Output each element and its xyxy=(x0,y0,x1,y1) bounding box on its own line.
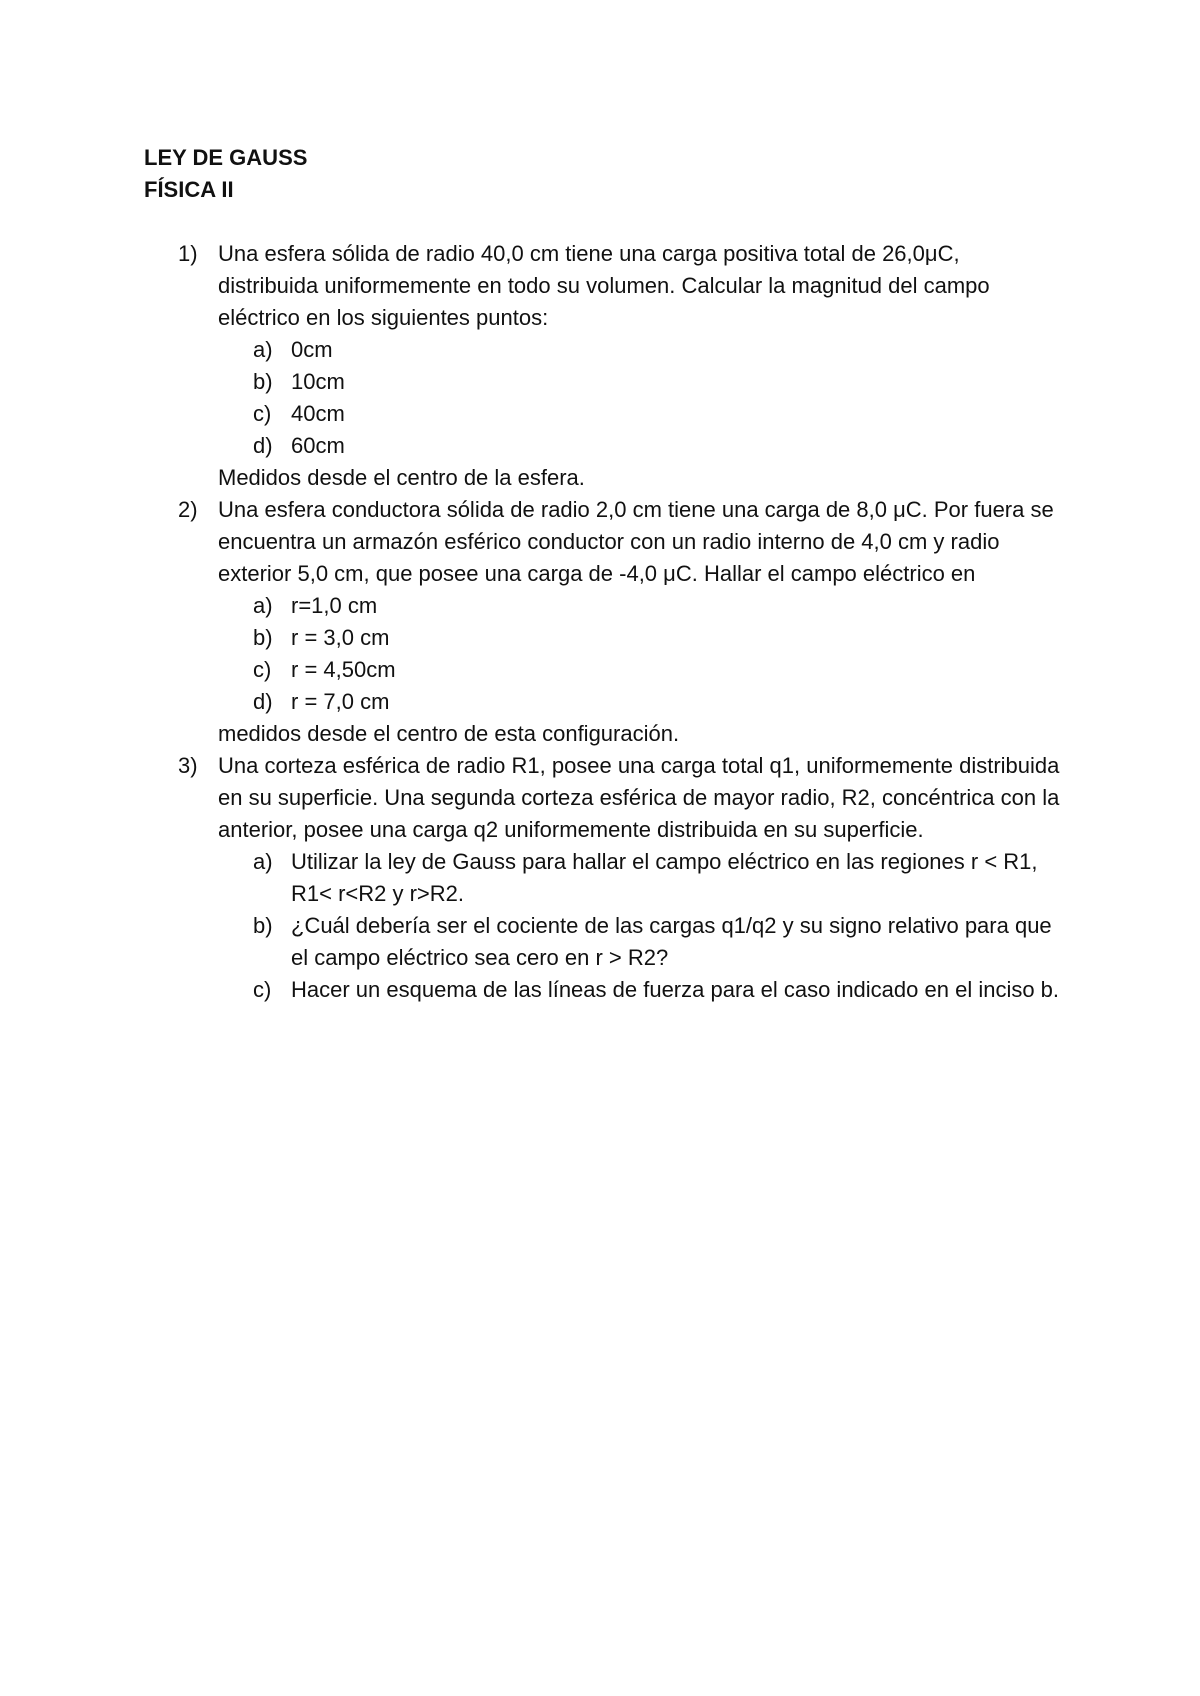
question-number: 2) xyxy=(178,497,198,522)
item-text: 60cm xyxy=(291,433,345,458)
item-letter: b) xyxy=(253,625,273,650)
question-note: Medidos desde el centro de la esfera. xyxy=(218,465,585,490)
list-item xyxy=(218,398,1064,430)
item-text: ¿Cuál debería ser el cociente de las cargas q1/q2 y su signo relativo para que el campo eléctrico sea cero en r > R2? xyxy=(291,913,1052,970)
item-letter: c) xyxy=(253,977,272,1002)
list-item xyxy=(218,910,1064,974)
question-items xyxy=(218,846,1064,1006)
item-letter: b) xyxy=(253,913,273,938)
list-item xyxy=(218,590,1064,622)
item-text: Hacer un esquema de las líneas de fuerza para el caso indicado en el inciso b. xyxy=(291,977,1060,1002)
question-items xyxy=(218,590,1064,718)
document-subtitle: FÍSICA II xyxy=(144,177,234,202)
item-text: 40cm xyxy=(291,401,345,426)
list-item xyxy=(218,430,1064,462)
item-text: r = 4,50cm xyxy=(291,657,396,682)
item-text: r = 7,0 cm xyxy=(291,689,390,714)
item-text: 0cm xyxy=(291,337,333,362)
item-text: r=1,0 cm xyxy=(291,593,378,618)
question-number: 3) xyxy=(178,753,198,778)
list-item xyxy=(218,654,1064,686)
item-letter: d) xyxy=(253,689,273,714)
item-letter: d) xyxy=(253,433,273,458)
question-text: Una esfera conductora sólida de radio 2,0 cm tiene una carga de 8,0 μC. Por fuera se encuentra un armazón esférico conductor con un radio interno de 4,0 cm y radio exterior 5,0 cm, que posee una carga de -4,0 μC. Hallar el campo eléctrico en xyxy=(218,497,1054,586)
questions-list xyxy=(144,238,1064,1006)
item-letter: a) xyxy=(253,593,273,618)
list-item xyxy=(218,334,1064,366)
item-letter: c) xyxy=(253,657,272,682)
item-letter: c) xyxy=(253,401,272,426)
question-2 xyxy=(144,494,1064,750)
list-item xyxy=(218,366,1064,398)
question-1 xyxy=(144,238,1064,494)
item-letter: a) xyxy=(253,849,273,874)
list-item xyxy=(218,974,1064,1006)
item-text: Utilizar la ley de Gauss para hallar el campo eléctrico en las regiones r < R1, R1< r<R2 y r>R2. xyxy=(291,849,1038,906)
item-letter: b) xyxy=(253,369,273,394)
item-text: 10cm xyxy=(291,369,345,394)
question-note: medidos desde el centro de esta configuración. xyxy=(218,721,680,746)
item-text: r = 3,0 cm xyxy=(291,625,390,650)
list-item xyxy=(218,846,1064,910)
list-item xyxy=(218,686,1064,718)
document-title: LEY DE GAUSS xyxy=(144,145,308,170)
question-text: Una corteza esférica de radio R1, posee una carga total q1, uniformemente distribuida en su superficie. Una segunda corteza esférica de mayor radio, R2, concéntrica con la anterior, posee una carga q2 uniformemente distribuida en su superficie. xyxy=(218,753,1060,842)
item-letter: a) xyxy=(253,337,273,362)
question-items xyxy=(218,334,1064,462)
question-3 xyxy=(144,750,1064,1006)
question-text: Una esfera sólida de radio 40,0 cm tiene una carga positiva total de 26,0μC, distribuida uniformemente en todo su volumen. Calcular la magnitud del campo eléctrico en los siguientes puntos: xyxy=(218,241,990,330)
list-item xyxy=(218,622,1064,654)
question-number: 1) xyxy=(178,241,198,266)
